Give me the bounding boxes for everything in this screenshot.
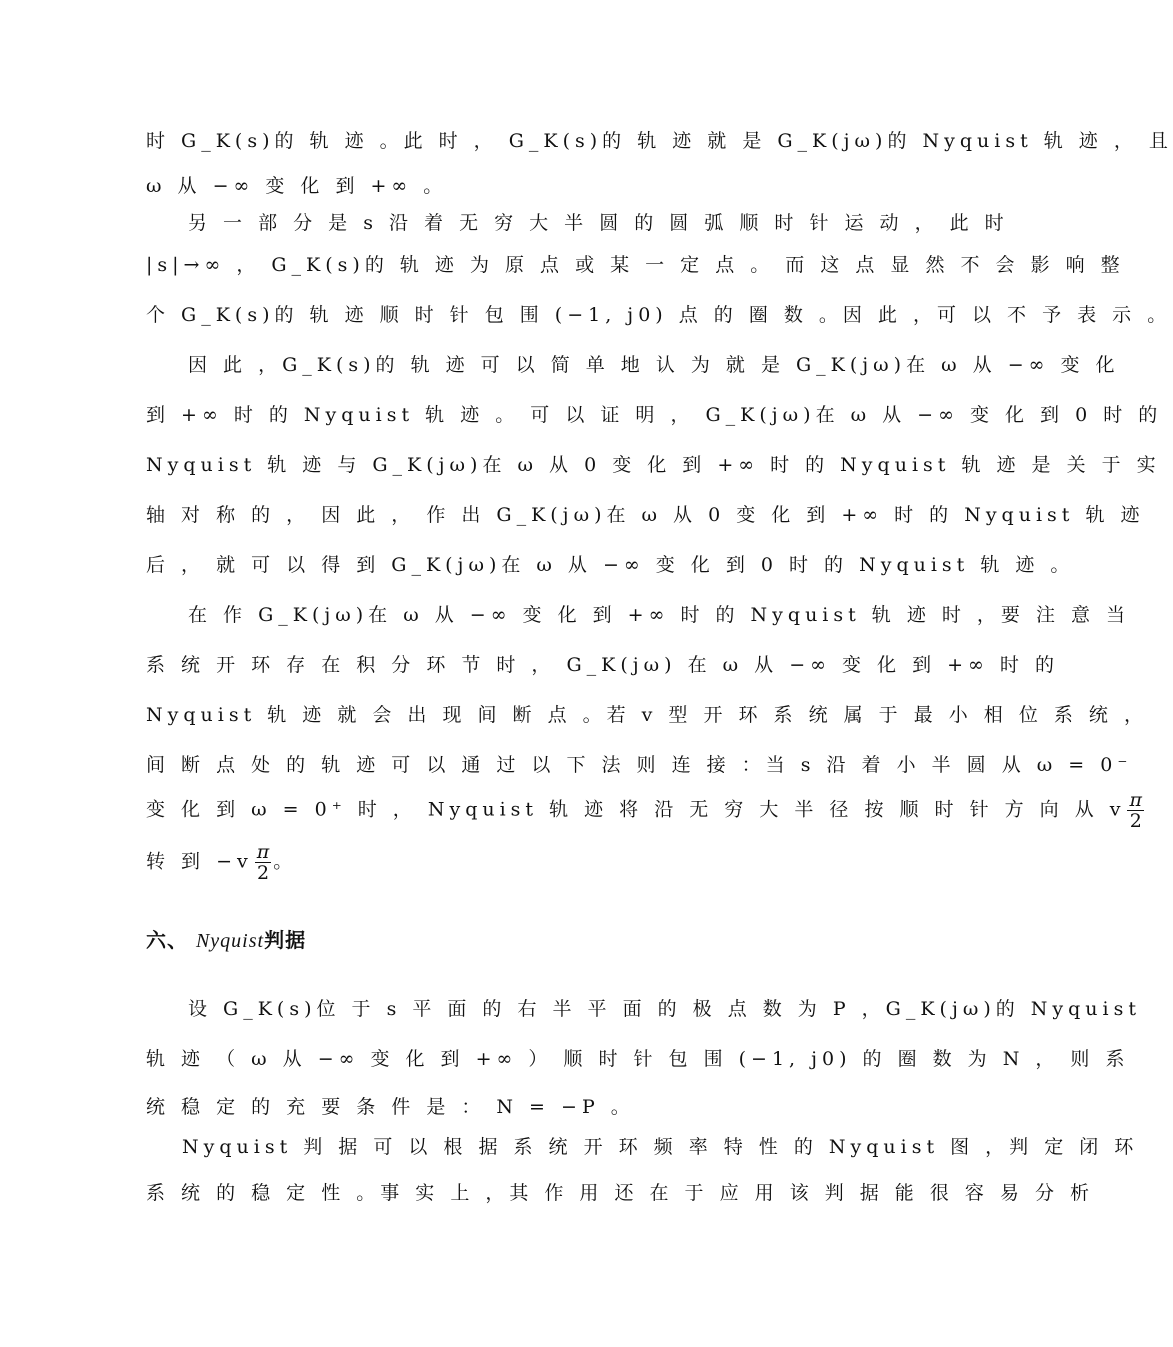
paragraph-line: Nyquist 轨 迹 就 会 出 现 间 断 点 。若 v 型 开 环 系 统 属 于 最 小 相 位 系 统 ，	[146, 704, 1148, 726]
paragraph-line: Nyquist 判 据 可 以 根 据 系 统 开 环 频 率 特 性 的 Nyquist 图 ，判 定 闭 环	[182, 1136, 1139, 1158]
paragraph-line: 设 G_K(s)位 于 s 平 面 的 右 半 平 面 的 极 点 数 为 P ，G_K(jω)的 Nyquist	[188, 998, 1141, 1020]
paragraph-line: 间 断 点 处 的 轨 迹 可 以 通 过 以 下 法 则 连 接 ：当 s 沿 着 小 半 圆 从 ω = 0⁻	[146, 754, 1133, 776]
paragraph-line: 系 统 开 环 存 在 积 分 环 节 时 ， G_K(jω) 在 ω 从 −∞ 变 化 到 +∞ 时 的	[146, 654, 1059, 676]
paragraph-line: 另 一 部 分 是 s 沿 着 无 穷 大 半 圆 的 圆 弧 顺 时 针 运 动 ， 此 时	[188, 212, 1009, 234]
paragraph-line: 到 +∞ 时 的 Nyquist 轨 迹 。 可 以 证 明 ， G_K(jω)在 ω 从 −∞ 变 化 到 0 时 的	[146, 404, 1163, 426]
pi-over-two-fraction	[255, 842, 272, 883]
paragraph-line: 轨 迹 （ ω 从 −∞ 变 化 到 +∞ ） 顺 时 针 包 围 (−1, j0) 的 圈 数 为 N ， 则 系	[146, 1048, 1130, 1070]
fraction-numerator: π	[256, 841, 270, 863]
paragraph-line: |s|→∞ ， G_K(s)的 轨 迹 为 原 点 或 某 一 定 点 。 而 这 点 显 然 不 会 影 响 整	[146, 254, 1125, 276]
pi-over-two-fraction	[1127, 790, 1144, 831]
paragraph-line: 个 G_K(s)的 轨 迹 顺 时 针 包 围 (−1, j0) 点 的 圈 数 。因 此 ，可 以 不 予 表 示 。	[146, 304, 1172, 326]
heading-italic-term: Nyquist	[195, 930, 265, 952]
fraction-denominator: 2	[256, 862, 270, 884]
line-text: 变 化 到 ω = 0⁺ 时 ， Nyquist 轨 迹 将 沿 无 穷 大 半 径 按 顺 时 针 方 向 从 v	[146, 798, 1126, 821]
section-heading	[146, 924, 306, 953]
paragraph-line: 在 作 G_K(jω)在 ω 从 −∞ 变 化 到 +∞ 时 的 Nyquist 轨 迹 时 ，要 注 意 当	[188, 604, 1131, 626]
heading-number: 六、	[146, 928, 188, 952]
paragraph-line: 时 G_K(s)的 轨 迹 。此 时 ， G_K(s)的 轨 迹 就 是 G_K(jω)的 Nyquist 轨 迹 ， 且	[146, 130, 1173, 152]
fraction-denominator: 2	[1129, 810, 1142, 832]
paragraph-line: 后 ， 就 可 以 得 到 G_K(jω)在 ω 从 −∞ 变 化 到 0 时 的 Nyquist 轨 迹 。	[146, 554, 1075, 576]
paragraph-line: 系 统 的 稳 定 性 。事 实 上 ，其 作 用 还 在 于 应 用 该 判 据 能 很 容 易 分 析	[146, 1182, 1094, 1204]
paragraph-line-with-fraction	[146, 789, 1142, 832]
paragraph-line-with-fraction	[146, 842, 297, 883]
paragraph-line: 统 稳 定 的 充 要 条 件 是 ： N = −P 。	[146, 1096, 635, 1118]
line-text: 转 到 −v	[146, 850, 253, 873]
heading-title: 判据	[264, 928, 307, 952]
paragraph-line: 因 此 ，G_K(s)的 轨 迹 可 以 简 单 地 认 为 就 是 G_K(jω)在 ω 从 −∞ 变 化	[188, 354, 1120, 376]
paragraph-line: ω 从 −∞ 变 化 到 +∞ 。	[146, 175, 448, 197]
fraction-numerator: π	[1129, 789, 1142, 811]
line-end-period: 。	[273, 850, 298, 873]
paragraph-line: 轴 对 称 的 ， 因 此 ， 作 出 G_K(jω)在 ω 从 0 变 化 到 +∞ 时 的 Nyquist 轨 迹	[146, 504, 1145, 526]
paragraph-line: Nyquist 轨 迹 与 G_K(jω)在 ω 从 0 变 化 到 +∞ 时 的 Nyquist 轨 迹 是 关 于 实	[146, 454, 1161, 476]
